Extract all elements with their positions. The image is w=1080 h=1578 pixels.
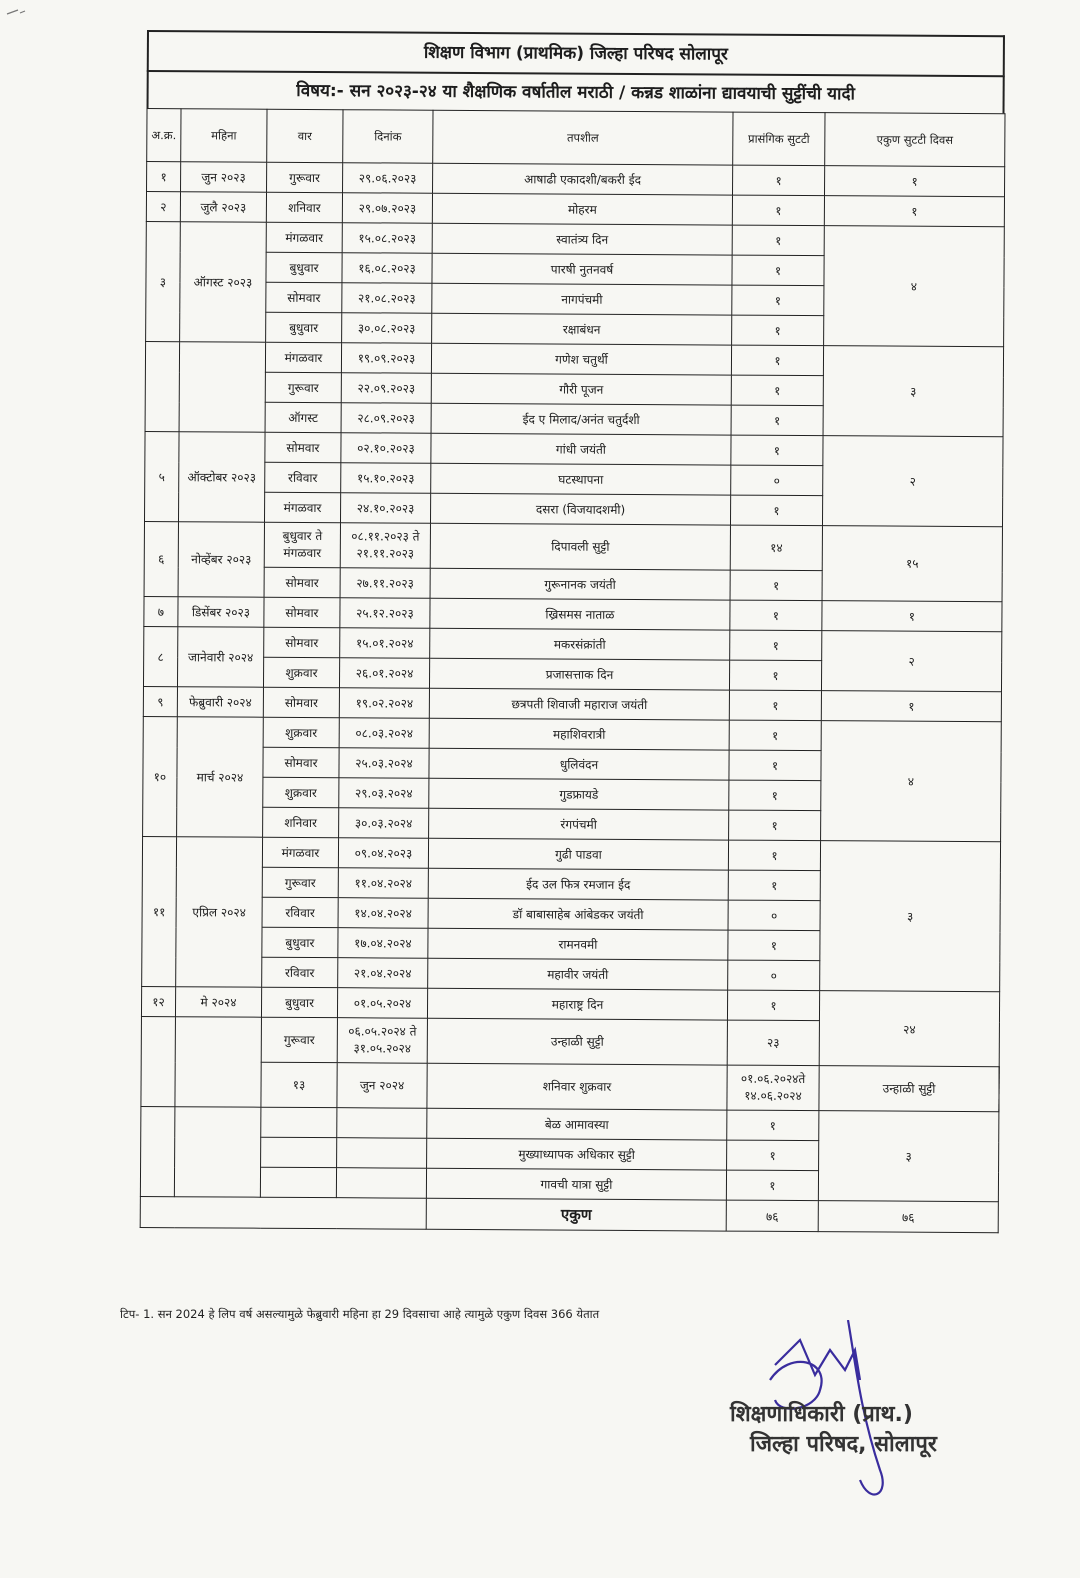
details-cell: नागपंचमी xyxy=(432,283,732,315)
sr-cell: ३ xyxy=(146,221,181,341)
day-cell: मंगळवार xyxy=(265,342,341,372)
day-cell: रविवार xyxy=(265,462,341,492)
total-occasional: ७६ xyxy=(726,1200,818,1232)
day-cell: बुधुवार xyxy=(266,252,342,282)
total-label: एकुण xyxy=(426,1198,726,1231)
day-cell: शुक्रवार xyxy=(263,657,339,687)
total-days-cell: ४ xyxy=(824,226,1005,347)
date-cell: ०९.०४.२०२३ xyxy=(338,838,428,869)
day-cell: मंगळवार xyxy=(266,222,342,252)
date-cell: ०१.०६.२०२४ते १४.०६.२०२४ xyxy=(727,1065,819,1111)
scan-corner-mark xyxy=(6,8,26,16)
occasional-cell: १ xyxy=(732,225,824,256)
details-cell: रक्षाबंधन xyxy=(432,313,732,345)
date-cell: २९.०६.२०२३ xyxy=(343,163,433,194)
total-days-cell: १ xyxy=(825,166,1005,197)
date-cell xyxy=(337,1108,427,1139)
details-cell: स्वातंत्र्य दिन xyxy=(432,223,732,255)
details-cell: गावची यात्रा सुट्टी xyxy=(426,1168,726,1200)
day-cell: सोमवार xyxy=(266,282,342,312)
total-days-cell: ४ xyxy=(821,721,1002,842)
col-header-sr: अ.क्र. xyxy=(147,109,181,162)
details-cell: ख्रिसमस नाताळ xyxy=(430,598,730,630)
day-cell: सोमवार xyxy=(264,627,340,657)
details-cell: मकरसंक्रांती xyxy=(430,628,730,660)
total-row xyxy=(140,1196,998,1232)
date-cell: ०८.११.२०२३ ते २१.११.२०२३ xyxy=(340,523,430,569)
details-cell: रंगपंचमी xyxy=(429,808,729,840)
day-cell: ऑगस्ट xyxy=(265,402,341,432)
date-cell: २५.०३.२०२४ xyxy=(339,748,429,779)
day-cell: शनिवार xyxy=(263,807,339,837)
date-cell: १४.०४.२०२४ xyxy=(338,898,428,929)
day-cell: रविवार xyxy=(262,957,338,987)
date-cell: १६.०८.२०२३ xyxy=(342,253,432,284)
date-cell: २४.१०.२०२३ xyxy=(340,493,430,524)
occasional-cell: १ xyxy=(730,630,822,661)
total-days: ७६ xyxy=(818,1201,998,1233)
occasional-cell: १ xyxy=(732,255,824,286)
month-cell: डिसेंबर २०२३ xyxy=(178,597,264,628)
day-cell: गुरूवार xyxy=(261,1017,337,1062)
month-cell: ऑगस्ट २०२३ xyxy=(180,222,267,343)
occasional-cell: २३ xyxy=(727,1020,819,1066)
date-cell: १९.०९.२०२३ xyxy=(341,343,431,374)
col-header-date: दिनांक xyxy=(343,110,433,164)
date-cell xyxy=(337,1138,427,1169)
date-cell: १५.०८.२०२३ xyxy=(342,223,432,254)
month-cell xyxy=(175,1017,262,1108)
footnote: टिप- 1. सन 2024 हे लिप वर्ष असल्यामुळे फेब्रुवारी महिना हा 29 दिवसाचा आहे त्यामुळे एकुण दिवस 366 येतात xyxy=(120,1307,600,1321)
month-cell: फेब्रुवारी २०२४ xyxy=(177,687,263,718)
occasional-cell: १ xyxy=(731,405,823,436)
day-cell: गुरूवार xyxy=(265,372,341,402)
total-blank xyxy=(140,1196,426,1229)
occasional-cell: ० xyxy=(728,960,820,991)
sr-cell: १० xyxy=(143,716,178,836)
occasional-cell: १ xyxy=(728,870,820,901)
details-cell: बेळ आमावस्या xyxy=(427,1108,727,1140)
sr-cell: १ xyxy=(147,162,181,192)
details-cell: महाराष्ट्र दिन xyxy=(427,988,727,1020)
sr-cell: ५ xyxy=(144,431,179,521)
day-cell: बुधुवार ते मंगळवार xyxy=(264,522,340,567)
occasional-cell: १ xyxy=(727,1110,819,1141)
holiday-list-document xyxy=(140,30,1005,1233)
date-cell: ३०.०३.२०२४ xyxy=(339,808,429,839)
date-cell: २८.०९.२०२३ xyxy=(341,403,431,434)
total-days-cell: ३ xyxy=(820,841,1001,992)
occasional-cell: १ xyxy=(729,810,821,841)
details-cell: महाशिवरात्री xyxy=(429,718,729,750)
details-cell: दसरा (विजयादशमी) xyxy=(430,493,730,525)
occasional-cell: १ xyxy=(729,660,821,691)
details-cell: गुरूनानक जयंती xyxy=(430,568,730,600)
occasional-cell: १ xyxy=(726,1170,818,1201)
day-cell: सोमवार xyxy=(263,747,339,777)
date-cell: ०२.१०.२०२३ xyxy=(341,433,431,464)
details-cell: डॉ बाबासाहेब आंबेडकर जयंती xyxy=(428,898,728,930)
sr-cell: २ xyxy=(146,192,180,222)
month-cell xyxy=(179,342,266,433)
date-cell: ०८.०३.२०२४ xyxy=(339,718,429,749)
occasional-cell: ० xyxy=(728,900,820,931)
total-days-cell: २४ xyxy=(819,991,999,1067)
details-cell: ईद ए मिलाद/अनंत चतुर्दशी xyxy=(431,403,731,435)
sr-cell: ७ xyxy=(144,596,178,626)
document-title: शिक्षण विभाग (प्राथमिक) जिल्हा परिषद सोलापूर xyxy=(147,30,1005,75)
details-cell: गुडफ्रायडे xyxy=(429,778,729,810)
details-cell: ईद उल फित्र रमजान ईद xyxy=(428,868,728,900)
sr-cell xyxy=(145,341,180,431)
month-cell: मार्च २०२४ xyxy=(177,717,264,838)
date-cell: १९.०२.२०२४ xyxy=(339,688,429,719)
month-cell: जानेवारी २०२४ xyxy=(177,627,263,688)
total-days-cell: २ xyxy=(822,436,1003,527)
day-cell: बुधुवार xyxy=(262,927,338,957)
occasional-cell: १ xyxy=(730,495,822,526)
sr-cell: ८ xyxy=(143,626,177,686)
month-cell: नोव्हेंबर २०२३ xyxy=(178,522,264,598)
occasional-cell: १ xyxy=(727,1140,819,1171)
date-cell: १७.०४.२०२४ xyxy=(338,928,428,959)
day-cell: बुधुवार xyxy=(261,987,337,1017)
month-cell: ऑक्टोबर २०२३ xyxy=(178,432,265,523)
date-cell: १५.१०.२०२३ xyxy=(341,463,431,494)
occasional-cell: १ xyxy=(728,840,820,871)
date-cell: २६.०१.२०२४ xyxy=(339,658,429,689)
sr-cell: ११ xyxy=(142,836,177,986)
day-cell: सोमवार xyxy=(265,432,341,462)
occasional-cell: १ xyxy=(729,780,821,811)
col-header-details: तपशील xyxy=(433,110,733,165)
signature-office: जिल्हा परिषद, सोलापूर xyxy=(750,1432,937,1457)
day-cell xyxy=(261,1137,337,1167)
table-row xyxy=(141,1061,999,1111)
date-cell xyxy=(336,1168,426,1199)
month-cell: जुन २०२४ xyxy=(337,1063,427,1109)
sr-cell: १२ xyxy=(141,986,175,1016)
details-cell: दिपावली सुट्टी xyxy=(430,523,730,570)
day-cell: मंगळवार xyxy=(264,492,340,522)
occasional-cell: १ xyxy=(731,375,823,406)
date-cell: २९.०३.२०२४ xyxy=(339,778,429,809)
sr-cell: ९ xyxy=(143,686,177,716)
date-cell: २१.०८.२०२३ xyxy=(342,283,432,314)
date-cell: ३०.०८.२०२३ xyxy=(342,313,432,344)
total-days-cell: १ xyxy=(822,601,1002,632)
table-row xyxy=(144,521,1002,571)
col-header-day: वार xyxy=(267,109,343,162)
total-days-cell: २ xyxy=(821,631,1001,692)
occasional-cell: १ xyxy=(733,165,825,196)
occasional-cell: १ xyxy=(728,930,820,961)
col-header-total-days: एकुण सुटटी दिवस xyxy=(825,113,1005,167)
occasional-cell: १ xyxy=(729,750,821,781)
date-cell: २९.०७.२०२३ xyxy=(342,193,432,224)
total-days-cell: १ xyxy=(821,691,1001,722)
occasional-cell: १ xyxy=(732,315,824,346)
details-cell: धुलिवंदन xyxy=(429,748,729,780)
officer-signature-block xyxy=(720,1320,1040,1520)
date-cell: १५.०१.२०२४ xyxy=(340,628,430,659)
occasional-cell: १ xyxy=(731,435,823,466)
details-cell: प्रजासत्ताक दिन xyxy=(429,658,729,690)
day-cell: गुरूवार xyxy=(262,867,338,897)
day-cell: गुरूवार xyxy=(267,162,343,192)
holiday-table-body xyxy=(140,162,1004,1233)
details-cell: मुख्याध्यापक अधिकार सुट्टी xyxy=(427,1138,727,1170)
day-cell: शुक्रवार xyxy=(263,777,339,807)
day-cell xyxy=(260,1167,336,1197)
total-days-cell: ३ xyxy=(818,1111,999,1202)
col-header-month: महिना xyxy=(181,109,267,163)
details-cell: गौरी पूजन xyxy=(431,373,731,405)
details-cell: गुढी पाडवा xyxy=(428,838,728,870)
day-cell: शनिवार xyxy=(266,192,342,222)
month-cell xyxy=(174,1107,261,1198)
day-cell: सोमवार xyxy=(263,687,339,717)
day-cell: रविवार xyxy=(262,897,338,927)
day-cell: बुधुवार xyxy=(266,312,342,342)
details-cell: छत्रपती शिवाजी महाराज जयंती xyxy=(429,688,729,720)
details-cell: गांधी जयंती xyxy=(431,433,731,465)
occasional-cell: १ xyxy=(731,345,823,376)
occasional-cell: १४ xyxy=(730,525,822,571)
day-cell: सोमवार xyxy=(264,567,340,597)
day-cell xyxy=(261,1107,337,1137)
month-cell: जुलै २०२३ xyxy=(180,192,266,223)
day-cell: मंगळवार xyxy=(262,837,338,867)
details-cell: महावीर जयंती xyxy=(428,958,728,990)
details-cell: रामनवमी xyxy=(428,928,728,960)
details-cell: आषाढी एकादशी/बकरी ईद xyxy=(433,163,733,195)
details-cell: घटस्थापना xyxy=(431,463,731,495)
month-cell: एप्रिल २०२४ xyxy=(176,837,263,988)
occasional-cell: ० xyxy=(731,465,823,496)
month-cell: मे २०२४ xyxy=(175,987,261,1018)
occasional-cell: १ xyxy=(730,570,822,601)
date-cell: २१.०४.२०२४ xyxy=(338,958,428,989)
occasional-cell: १ xyxy=(727,990,819,1021)
total-days-cell: १ xyxy=(824,196,1004,227)
month-cell: जुन २०२३ xyxy=(181,162,267,193)
holiday-table xyxy=(140,108,1006,1233)
occasional-cell: १ xyxy=(730,600,822,631)
date-cell: ०६.०५.२०२४ ते ३१.०५.२०२४ xyxy=(337,1018,427,1064)
details-cell: मोहरम xyxy=(432,193,732,225)
occasional-cell: १ xyxy=(729,720,821,751)
date-cell: २७.११.२०२३ xyxy=(340,568,430,599)
total-days-cell: ३ xyxy=(823,346,1004,437)
occasional-cell: १ xyxy=(732,285,824,316)
details-cell: उन्हाळी सुट्टी xyxy=(427,1018,727,1065)
date-cell: ११.०४.२०२४ xyxy=(338,868,428,899)
sr-cell xyxy=(141,1016,176,1106)
day-cell: शनिवार शुक्रवार xyxy=(427,1063,727,1110)
sr-cell: ६ xyxy=(144,521,178,596)
date-cell: २२.०९.२०२३ xyxy=(341,373,431,404)
date-cell: २५.१२.२०२३ xyxy=(340,598,430,629)
sr-cell: १३ xyxy=(261,1062,337,1107)
occasional-cell: १ xyxy=(729,690,821,721)
col-header-occasional: प्रासंगिक सुटटी xyxy=(733,112,825,166)
details-cell: गणेश चतुर्थी xyxy=(431,343,731,375)
day-cell: शुक्रवार xyxy=(263,717,339,747)
details-cell: पारषी नुतनवर्ष xyxy=(432,253,732,285)
occasional-cell: १ xyxy=(732,195,824,226)
total-days-cell: १५ xyxy=(822,526,1002,602)
table-header-row xyxy=(147,109,1005,167)
document-subject: विषय:- सन २०२३-२४ या शैक्षणिक वर्षातील मराठी / कन्नड शाळांना द्यावयाची सुट्टींची यादी xyxy=(147,70,1005,113)
date-cell: ०१.०५.२०२४ xyxy=(337,988,427,1019)
day-cell: सोमवार xyxy=(264,597,340,627)
details-cell: उन्हाळी सुट्टी xyxy=(819,1066,999,1112)
signature-designation: शिक्षणाधिकारी (प्राथ.) xyxy=(730,1402,913,1427)
sr-cell xyxy=(140,1106,175,1196)
